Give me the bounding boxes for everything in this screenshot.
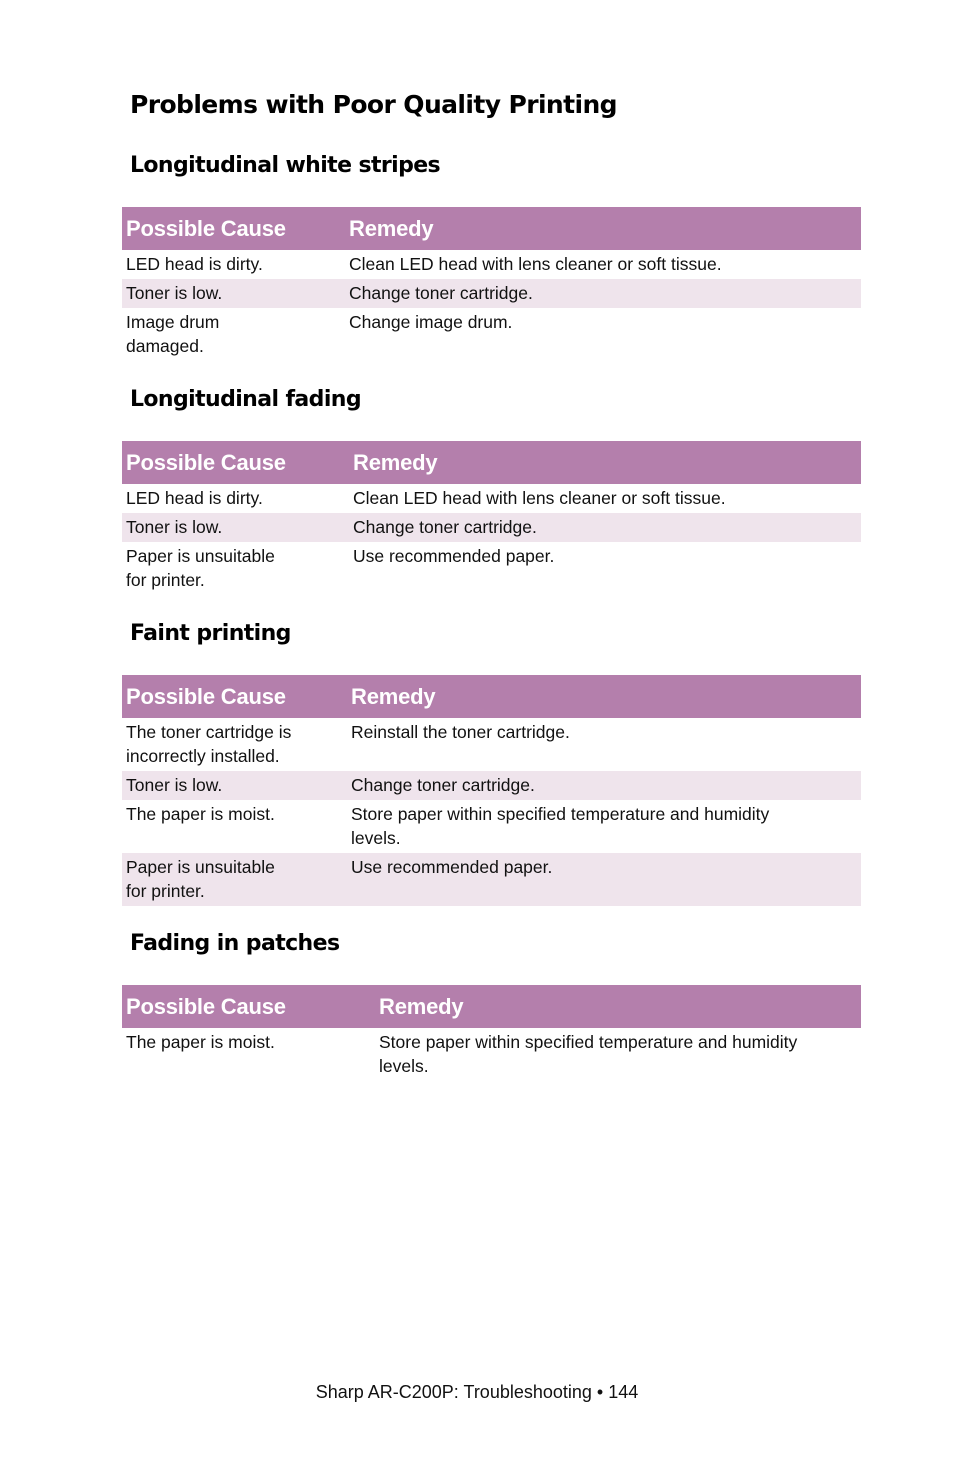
table-row xyxy=(122,308,861,361)
cause-cell: Toner is low. xyxy=(122,279,345,308)
remedy-cell: Change toner cartridge. xyxy=(345,279,861,308)
remedy-cell: Reinstall the toner cartridge. xyxy=(351,722,570,742)
remedy-cell: Change toner cartridge. xyxy=(349,513,861,542)
cause-cell: The toner cartridge is incorrectly installed. xyxy=(126,722,292,766)
column-header-remedy: Remedy xyxy=(349,441,861,484)
cause-cell: The paper is moist. xyxy=(126,804,275,824)
table-fading-in-patches xyxy=(122,985,861,1081)
table-row xyxy=(122,513,861,542)
column-header-possible-cause: Possible Cause xyxy=(122,675,347,718)
column-header-remedy: Remedy xyxy=(347,675,861,718)
cause-cell: Paper is unsuitable for printer. xyxy=(126,546,275,590)
remedy-cell: Clean LED head with lens cleaner or soft tissue. xyxy=(353,488,726,508)
page-footer: Sharp AR-C200P: Troubleshooting • 144 xyxy=(315,1382,639,1402)
table-row xyxy=(122,484,861,513)
table-row xyxy=(122,800,861,853)
table-row xyxy=(122,771,861,800)
column-header-remedy: Remedy xyxy=(375,985,861,1028)
table-row xyxy=(122,250,861,279)
table-row xyxy=(122,718,861,771)
table-header-row xyxy=(122,675,861,718)
section-heading-fading-in-patches: Fading in patches xyxy=(130,931,340,956)
section-heading-longitudinal-white-stripes: Longitudinal white stripes xyxy=(130,153,441,178)
table-row xyxy=(122,279,861,308)
section-heading-faint-printing: Faint printing xyxy=(130,621,291,646)
cause-cell: Toner is low. xyxy=(122,513,349,542)
remedy-cell: Use recommended paper. xyxy=(353,546,555,566)
remedy-cell: Use recommended paper. xyxy=(347,853,861,906)
cause-cell: Image drum damaged. xyxy=(126,312,220,356)
remedy-cell: Change toner cartridge. xyxy=(347,771,861,800)
remedy-cell: Clean LED head with lens cleaner or soft tissue. xyxy=(349,254,722,274)
table-longitudinal-white-stripes xyxy=(122,207,861,361)
table-faint-printing xyxy=(122,675,861,906)
column-header-possible-cause: Possible Cause xyxy=(122,441,349,484)
table-header-row xyxy=(122,207,861,250)
table-row xyxy=(122,1028,861,1081)
column-header-possible-cause: Possible Cause xyxy=(122,985,375,1028)
cause-cell: LED head is dirty. xyxy=(126,488,263,508)
table-row xyxy=(122,542,861,595)
table-longitudinal-fading xyxy=(122,441,861,595)
table-header-row xyxy=(122,441,861,484)
cause-cell: Paper is unsuitable for printer. xyxy=(122,853,347,906)
section-heading-longitudinal-fading: Longitudinal fading xyxy=(130,387,361,412)
remedy-cell: Store paper within specified temperature and humidity levels. xyxy=(351,804,770,848)
remedy-cell: Store paper within specified temperature and humidity levels. xyxy=(379,1032,798,1076)
remedy-cell: Change image drum. xyxy=(349,312,513,332)
table-row xyxy=(122,853,861,906)
page-title: Problems with Poor Quality Printing xyxy=(130,90,617,119)
cause-cell: Toner is low. xyxy=(122,771,347,800)
table-header-row xyxy=(122,985,861,1028)
cause-cell: LED head is dirty. xyxy=(126,254,263,274)
column-header-possible-cause: Possible Cause xyxy=(122,207,345,250)
column-header-remedy: Remedy xyxy=(345,207,861,250)
cause-cell: The paper is moist. xyxy=(126,1032,275,1052)
